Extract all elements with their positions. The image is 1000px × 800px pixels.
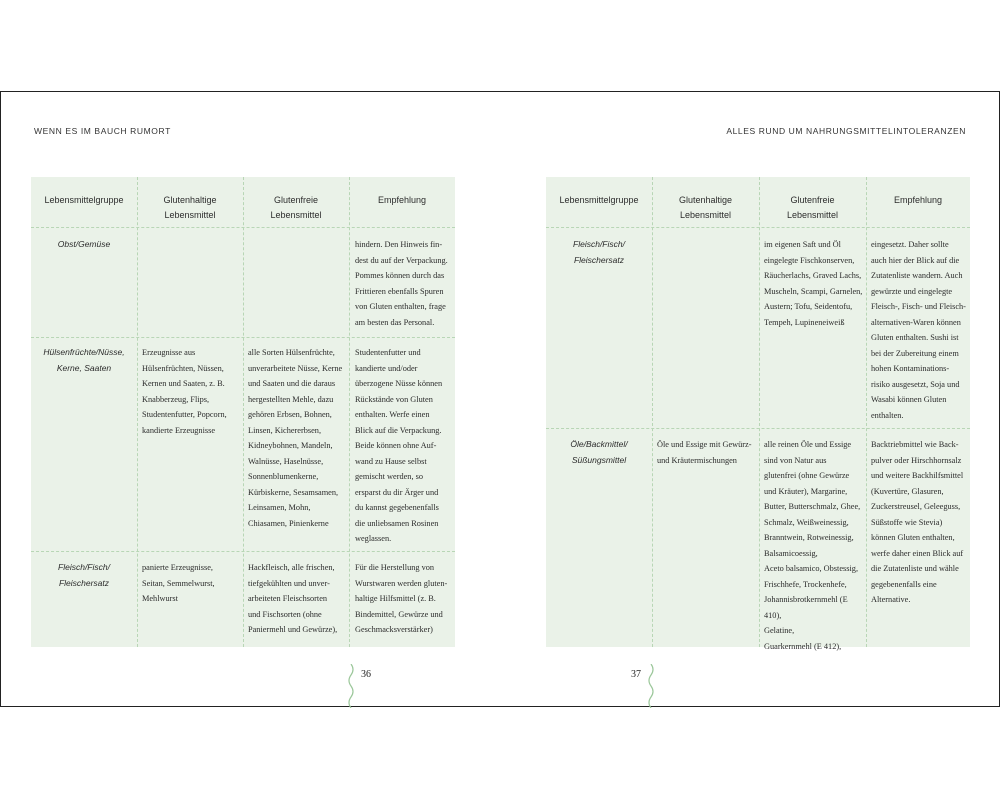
group-cell: Fleisch/Fisch/ Fleischersatz (573, 239, 625, 265)
header-gluten-free: Glutenfreie Lebensmittel (786, 195, 839, 220)
running-head-left: WENN ES IM BAUCH RUMORT (34, 126, 171, 136)
gluten-free-cell: alle Sorten Hülsenfrüchte, unverarbeitete Nüsse, Kerne und Saaten und die daraus hergestellten Mehle, dazu gehören Erbsen, Bohnen, Linsen, Kichererbsen, Kidneybohnen, Mandeln, Walnüsse, Haselnüsse, Sonnenblumenkerne, Kürbiskerne, Sesamsamen, Leinsamen, Mohn, Chiasamen, Pinienkerne (248, 348, 343, 528)
gluten-free-cell: im eigenen Saft und Öl eingelegte Fischkonserven, Räucherlachs, Graved Lachs, Muscheln, Scampi, Garnelen, Austern; Tofu, Seidentofu, Tempeh, Lupineneiweiß (764, 240, 863, 327)
wavy-line-icon (346, 664, 356, 708)
gluten-containing-cell: Erzeugnisse aus Hülsenfrüchten, Nüssen, Kernen und Saaten, z. B. Knabberzeug, Flips, Studentenfutter, Popcorn, kandierte Erzeugnisse (142, 348, 227, 435)
page-number-right: 37 (631, 669, 641, 680)
group-cell: Hülsenfrüchte/Nüsse, Kerne, Saaten (43, 347, 125, 373)
header-gluten-containing: Glutenhaltige Lebensmittel (163, 195, 217, 220)
group-cell: Öle/Backmittel/ Süßungsmittel (570, 439, 628, 465)
header-recommendation: Empfehlung (377, 195, 427, 205)
running-head-right: ALLES RUND UM NAHRUNGSMITTELINTOLERANZEN (726, 126, 966, 136)
gluten-containing-cell: Öle und Essige mit Gewürz- und Kräutermischungen (657, 440, 752, 465)
gluten-table-left (31, 177, 455, 647)
gluten-table-right (546, 177, 970, 651)
book-spread (0, 91, 1000, 707)
header-recommendation: Empfehlung (893, 195, 943, 205)
recommendation-cell: Studentenfutter und kandierte und/oder überzogene Nüsse können Rückstände von Gluten enthalten. Werfe einen Blick auf die Verpackung. Beide können ohne Auf- wand zu Hause selbst gemischt werden, so ersparst du dir Ärger und du kannst gegebenenfalls die unliebsamen Rosinen weglassen. (355, 348, 443, 543)
page-number-left: 36 (361, 669, 371, 680)
recommendation-cell: eingesetzt. Daher sollte auch hier der Blick auf die Zutatenliste wandern. Auch gewürzte und eingelegte Fleisch-, Fisch- und Fleisch- alternativen-Waren können Gluten enthalten. Sushi ist bei der Zubereitung einem hohen Kontaminations- risiko ausgesetzt, Soja und Wasabi können Gluten enthalten. (871, 240, 966, 420)
gluten-free-cell: alle reinen Öle und Essige sind von Natur aus glutenfrei (ohne Gewürze und Kräuter), Margarine, Butter, Butterschmalz, Ghee, Schmalz, Weißweinessig, Branntwein, Rotweinessig, Balsamicoessig, Aceto balsamico, Obstessig, Frischhefe, Trockenhefe, Johannisbrotkernmehl (E 410), Gelatine, Guarkernmehl (E 412), (764, 440, 861, 651)
group-cell: Fleisch/Fisch/ Fleischersatz (58, 562, 110, 588)
wavy-line-icon (646, 664, 656, 708)
header-group: Lebensmittelgruppe (559, 195, 639, 205)
header-group: Lebensmittelgruppe (44, 195, 124, 205)
group-cell: Obst/Gemüse (57, 239, 111, 249)
gluten-free-cell: Hackfleisch, alle frischen, tiefgekühlten und unver- arbeiteten Fleischsorten und Fischsorten (ohne Paniermehl und Gewürze), (248, 563, 338, 634)
recommendation-cell: Backtriebmittel wie Back- pulver oder Hirschhornsalz und weitere Backhilfsmittel (Kuvertüre, Glasuren, Zuckerstreusel, Geleeguss, Süßstoffe wie Stevia) können Gluten enthalten, werfe daher einen Blick auf die Zutatenliste und wähle gegebenenfalls eine Alternative. (871, 440, 964, 604)
header-gluten-containing: Glutenhaltige Lebensmittel (678, 195, 733, 220)
gluten-containing-cell: panierte Erzeugnisse, Seitan, Semmelwurst, Mehlwurst (142, 563, 215, 603)
header-gluten-free: Glutenfreie Lebensmittel (270, 195, 322, 220)
recommendation-cell: hindern. Den Hinweis fin- dest du auf der Verpackung. Pommes können durch das Frittieren ebenfalls Spuren von Gluten enthalten, frage am besten das Personal. (355, 240, 448, 327)
recommendation-cell: Für die Herstellung von Wurstwaren werden gluten- haltige Hilfsmittel (z. B. Bindemittel, Gewürze und Geschmacksverstärker) (355, 563, 448, 634)
